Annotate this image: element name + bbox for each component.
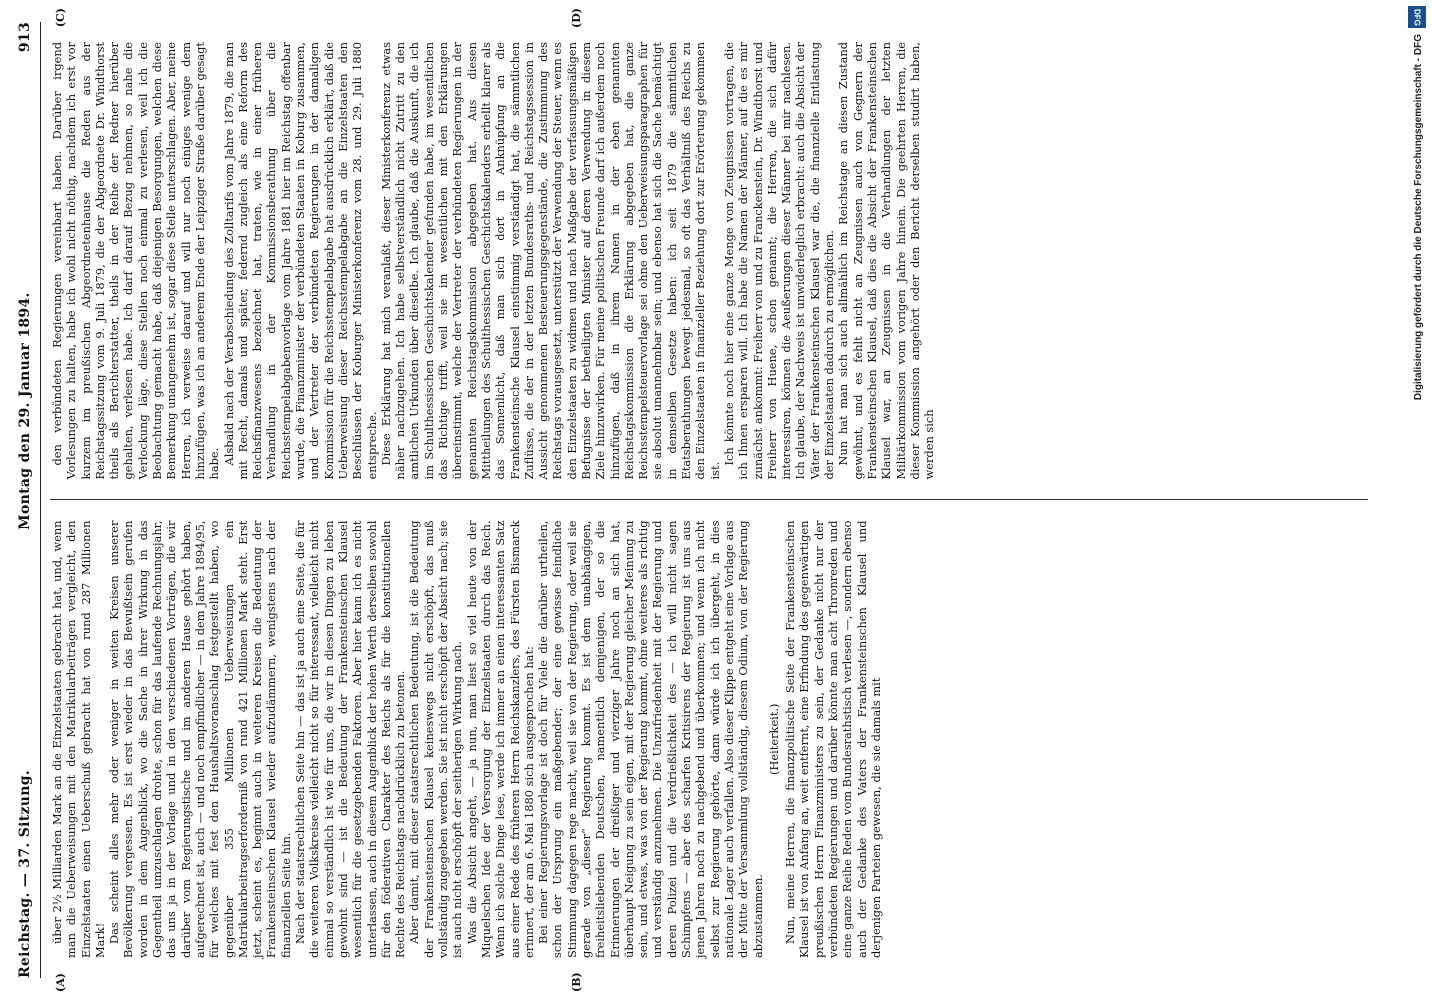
paragraph: Nach der staatsrechtlichen Seite hin — das ist ja auch eine Seite, die für die weiteren Volkskreise vielleicht nicht so für interessant, vielleicht nicht einmal so verständlich ist wie für uns, die wir in diesen Dingen zu leben gewohnt sind — ist die Bedeutung der Frankensteinschen Klausel wesentlich für die gesetzgebenden Faktoren. Aber hier kann ich es nicht unterlassen, auch in diesem Augenblick der hohen Werth derselben sowohl für den föderativen Charakter des Reichs als für die konstitutionellen Rechte des Reichstags nachdrücklich zu betonen. [293, 520, 408, 958]
paragraph: den verbündeten Regierungen vereinbart haben. Darüber irgend Vorlesungen zu halten, habe ich wohl nicht nöthig, nachdem ich erst vor kurzem im preußischen Abgeordnetenhause die Reden aus der Reichstagssitzung vom 9. Juli 1879, die der Abgeordnete Dr. Windthorst theils als Berichterstatter, theils in der Reihe der Redner hierüber gehalten, verlesen habe. Ich darf darauf Bezug nehmen, so nahe die Verlockung läge, diese Stellen noch einmal zu verlesen, weil ich die Beobachtung gemacht habe, daß diejenigen Besorgungen, welchen diese Bemerkung unangenehm ist, sogar diese Stelle unterschlagen. Aber, meine Herren, ich verweise darauf und will nur noch einiges wenige dem hinzufügen, was ich an anderem Ende der Leipziger Straße darüber gesagt habe. [50, 42, 222, 480]
left-column [50, 501, 1368, 992]
marker-c: (C) [54, 8, 67, 28]
paragraph: Das scheint alles mehr oder weniger in weiten Kreisen unserer Bevölkerung vergessen. Es ist erst wieder in das Bewußtsein gerufen worden in dem Augenblick, wo die Sache in ihrer Wirkung in das Gegentheil umzuschlagen drohte, schon für das laufende Rechnungsjahr, das uns ja in der Vorlage und in den verschiedenen Vorträgen, die wir darüber vom Regierungstische und im anderen Hause gehört haben, aufgerechnet ist, auch — und noch empfindlicher — in dem Jahre 1894/95, für welches mit fest den Haushaltsvoranschlag festgestellt haben, wo gegenüber 355 Millionen Ueberweisungen ein Matrikularbeitragserforderniß von rund 421 Millionen Mark steht. Erst jetzt, scheint es, beginnt auch in weiteren Kreisen die Bedeutung der Frankensteinschen Klausel wieder aufzudämmern, wenigstens nach der finanziellen Seite hin. [107, 520, 293, 958]
page-header [12, 22, 38, 978]
paragraph: Was die Absicht angeht, — ja nun, man liest so viel heute von der Miquelschen Idee der Versorgung der Einzelstaaten durch das Reich. Wenn ich solche Dinge lese, werde ich immer an einen interessanten Satz aus einer Rede des früheren Herrn Reichskanzlers, des Fürsten Bismarck erinnert, der am 6. Mai 1880 sich ausgesprochen hat: [464, 520, 536, 958]
paragraph: Ich könnte noch hier eine ganze Menge von Zeugnissen vortragen, die ich Ihnen ersparen will. Ich habe die Namen der Männer, auf die es mir zunächst ankommt: Freiherr von und zu Franckenstein, Dr. Windthorst und Freiherr von Huene, schon genannt; die Herren, die sich dafür interessiren, können die Aeußerungen dieser Männer bei mir nachlesen. Ich glaube, der Nachweis ist unwiderleglich erbracht: auch die Absicht der Väter der Frankensteinschen Klausel war die, die finanzielle Entlastung der Einzelstaaten dadurch zu ermöglichen. [721, 42, 837, 480]
marker-b: (B) [570, 972, 583, 992]
paragraph: Diese Erklärung hat mich veranlaßt, dieser Ministerkonferenz etwas näher nachzugehen. Ich habe selbstverständlich nicht Zutritt zu den amtlichen Urkunden über dieselbe. Ich glaube, daß die Auskunft, die ich im Schulthessischen Geschichtskalender gefunden habe, im wesentlichen das Richtige trifft, weil sie im wesentlichen mit den Erklärungen übereinstimmt, welche der Vertreter der verbündeten Regierungen in der genannten Reichstagskommission abgegeben hat. Aus diesen Mittheilungen des Schulthessischen Geschichtskalenders erhellt klarer als das Sonnenlicht, daß man sich dort in Anknüpfung an die Frankensteinsche Klausel einstimmig verständigt hat, die sämmtlichen Zuflüsse, die der in der letzten Bundesraths- und Reichstagssession in Aussicht genommenen Besteuerungsgegenstände, die Zustimmung des Reichstags vorausgesetzt, unterstützt der Verwendung der Steuer, wenn es den Einzelstaaten zu widmen und nach Maßgabe der verfassungsmäßigen Befugnisse der betheiligten Minister auf deren Verwendung in diesem Ziele hinzuwirken. Für meine politischen Freunde darf ich außerdem noch hinzufügen, daß in ihrem Namen in der eben genannten Reichstagskommission die Erklärung abgegeben hat, die ganze Reichsstempelsteuervorlage sei ohne den Ueberweisungsparagraphen für sie absolut unannehmbar sein; und ebenso hat sich die Sache bemächtigt in demselben Gesetze haben: ich seit 1879 die sämmtlichen Etatsberathungen bewegt jedesmal, so oft das Verhältniß des Reichs zu den Einzelstaaten in finanzieller Beziehung dort zur Erörterung gekommen ist. [378, 42, 722, 480]
header-session: Reichstag. — 37. Sitzung. [17, 770, 33, 978]
paragraph: Alsbald nach der Verabschiedung des Zolltarifs vom Jahre 1879, die man mit Recht, damals und später, federnd zugleich als eine Reform des Reichsfinanzwesens bezeichnet hat, traten, wie in einer früheren Verhandlung in der Kommissionsberathung über die Reichsstempelabgabenvorlage vom Jahre 1881 hier im Reichstag offenbar wurde, die Finanzminister der verbündeten Staaten in Koburg zusammen, und der Vertreter der verbündeten Regierungen in der damaligen Kommission für die Reichsstempelabgabe hat ausdrücklich erklärt, daß die Ueberweisung dieser Reichsstempelabgabe an die Einzelstaaten den Beschlüssen der Koburger Ministerkonferenz vom 28. und 29. Juli 1880 entspreche. [221, 42, 379, 480]
page-number: 913 [17, 22, 33, 53]
header-rule [40, 22, 41, 978]
marker-a: (A) [54, 973, 67, 992]
dfg-credit-text: Digitalisierung gefördert durch die Deutsche Forschungsgemeinschaft - DFG [1413, 34, 1424, 401]
paragraph: Nun hat man sich auch allmählich im Reichstage an diesen Zustand gewöhnt, und es fehlt nicht an Zeugnissen auch von Gegnern der Frankensteinschen Klausel, daß dies die Absicht der Frankensteinschen Klausel war, an Zeugnissen in die Verhandlungen der letzten Militärkommission vom vorigen Jahre hinein. Die geehrten Herren, die dieser Kommission angehört oder den Bericht derselben studirt haben, werden sich [836, 42, 937, 480]
paragraph: Aber damit, mit dieser staatsrechtlichen Bedeutung, ist die Bedeutung der Frankensteinschen Klausel keineswegs nicht erschöpft, das muß vollständig zugegeben werden. Sie ist nicht erschöpft der Absicht nach; sie ist auch nicht erschöpft der seitherigen Wirkung nach. [407, 520, 465, 958]
paragraph: über 2½ Milliarden Mark an die Einzelstaaten gebracht hat, und, wenn man die Ueberweisungen mit den Matrikularbeiträgen vergleicht, den Einzelstaaten einen Ueberschuß gebracht hat von rund 287 Millionen Mark! [50, 520, 107, 958]
paragraph: (Heiterkeit.) [766, 703, 781, 775]
header-date: Montag den 29. Januar 1894. [17, 292, 33, 530]
paragraph: Bei einer Regierungsvorlage ist doch für Viele die darüber urtheilen, schon der Ursprung ein maßgebender; der eine gewisse feindliche Stimmung dagegen rege macht, weil sie von der Regierung, oder weil sie gerade von „dieser“ Regierung kommt. Es ist dem unabhängigen, freiheitsliebenden Deutschen, namentlich demjenigen, der so die Erinnerungen der dreißiger und vierziger Jahre noch an sich hat, überhaupt Neigung zu sein eigen, mit der Regierung gleicher Meinung zu sein, und etwas, was von der Regierung kommt, ohne weiteres als richtig und verständig anzunehmen. Die Unzufriedenheit mit der Regierung und deren Polizei und die Verdrießlichkeit des — ich will nicht sagen Schimpfens — aber des scharfen Kritisirens der Regierung ist uns aus jenen Jahren noch zu nachgebend und überkommen; und wenn ich nicht selbst zur Regierung gehörte, dann würde ich ich übergeht, in dies nationale Lager auch verfallen. Also dieser Klippe entgeht eine Vorlage aus der Mitte der Versammlung vollständig, diesem Odium, von der Regierung abzustammen. [536, 520, 765, 958]
dfg-logo: DFG [1408, 6, 1426, 28]
text-columns [50, 8, 1368, 992]
paragraph: Nun, meine Herren, die finanzpolitische Seite der Frankensteinschen Klausel ist von Anfang an, weit entfernt, eine Erfindung des gegenwärtigen preußischen Herrn Finanzministers zu sein, der Gedanke nicht nur der verbündeten Regierungen und darüber könnte man acht Thronreden und eine ganze Reihe Reden vom Bundesrathstisch verlesen —, sondern ebenso auch der Gedanke des Vaters der Frankensteinschen Klausel und derjenigen Parteien gewesen, die sie damals mit [783, 520, 883, 958]
marker-d: (D) [570, 8, 583, 28]
dfg-credit-strip [1400, 0, 1432, 1000]
right-column [50, 8, 1368, 500]
